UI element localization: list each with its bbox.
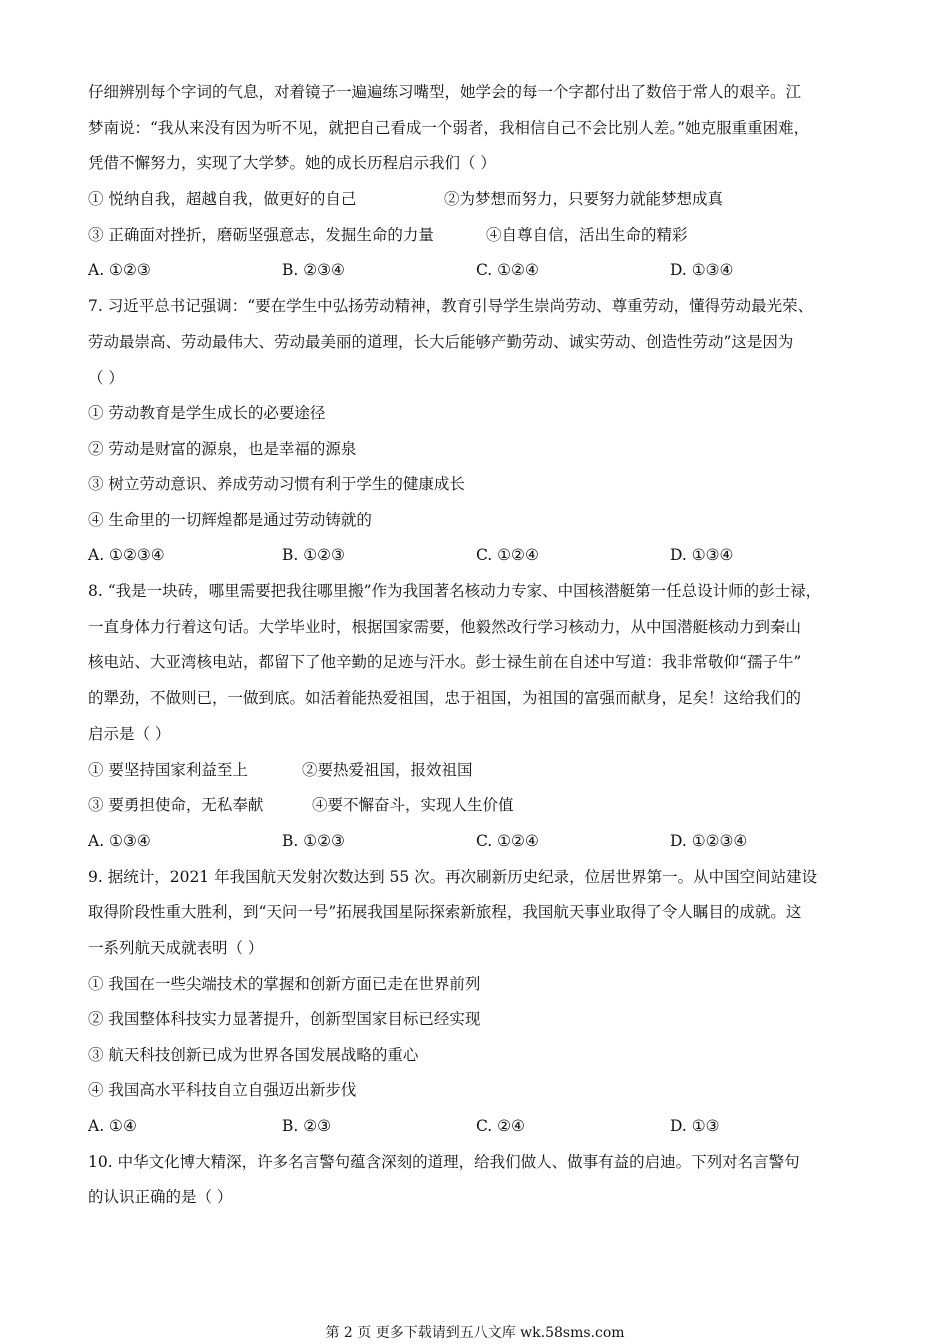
q8-option-d: D. ①②③④: [670, 832, 748, 850]
q6-option-d: D. ①③④: [670, 261, 734, 279]
q8-statement-2: ②要热爱祖国，报效祖国: [302, 761, 473, 779]
q6-option-b: B. ②③④: [282, 261, 345, 279]
q7-statement-3: ③ 树立劳动意识、养成劳动习惯有利于学生的健康成长: [88, 475, 465, 493]
q7-option-c: C. ①②④: [476, 546, 539, 564]
q8-text-line: 启示是（ ）: [88, 725, 171, 743]
q9-option-d: D. ①③: [670, 1117, 720, 1135]
q8-text-line: 核电站、大亚湾核电站，都留下了他辛勤的足迹与汗水。彭士禄生前在自述中写道：我非常敬仰“孺子牛”: [88, 653, 802, 671]
q7-statement-4: ④ 生命里的一切辉煌都是通过劳动铸就的: [88, 511, 372, 529]
q7-text-line: 劳动最崇高、劳动最伟大、劳动最美丽的道理，长大后能够产勤劳动、诚实劳动、创造性劳动”这是因为: [88, 333, 794, 351]
q8-statement-1: ① 要坚持国家利益至上: [88, 761, 248, 779]
q9-option-c: C. ②④: [476, 1117, 525, 1135]
q8-text-line: 的犟劲，不做则已，一做到底。如活着能热爱祖国，忠于祖国，为祖国的富强而献身，足矣！这给我们的: [88, 689, 802, 707]
q6-option-a: A. ①②③: [88, 261, 151, 279]
q8-statement-3: ③ 要勇担使命，无私奉献: [88, 796, 264, 814]
q6-statement-1: ① 悦纳自我，超越自我，做更好的自己: [88, 190, 357, 208]
q8-option-a: A. ①③④: [88, 832, 151, 850]
q9-statement-4: ④ 我国高水平科技自立自强迈出新步伐: [88, 1081, 357, 1099]
q7-option-d: D. ①③④: [670, 546, 734, 564]
q6-option-c: C. ①②④: [476, 261, 539, 279]
q9-statement-1: ① 我国在一些尖端技术的掌握和创新方面已走在世界前列: [88, 975, 481, 993]
q8-text-line: 一直身体力行着这句话。大学毕业时，根据国家需要，他毅然改行学习核动力，从中国潜艇核动力到秦山: [88, 618, 802, 636]
q10-text-line: 的认识正确的是（ ）: [88, 1188, 233, 1206]
q7-statement-2: ② 劳动是财富的源泉，也是幸福的源泉: [88, 440, 357, 458]
page-footer: 第 2 页 更多下载请到五八文库 wk.58sms.com: [325, 1325, 625, 1341]
q6-statement-4: ④自尊自信，活出生命的精彩: [486, 226, 688, 244]
q9-option-b: B. ②③: [282, 1117, 332, 1135]
q7-text-line: （ ）: [88, 369, 124, 387]
q7-statement-1: ① 劳动教育是学生成长的必要途径: [88, 404, 326, 422]
q7-option-a: A. ①②③④: [88, 546, 165, 564]
q8-statement-4: ④要不懈奋斗，实现人生价值: [312, 796, 514, 814]
q9-statement-3: ③ 航天科技创新已成为世界各国发展战略的重心: [88, 1046, 419, 1064]
q9-option-a: A. ①④: [88, 1117, 137, 1135]
q6-text-line: 仔细辨别每个字词的气息，对着镜子一遍遍练习嘴型，她学会的每一个字都付出了数倍于常人的艰辛。江: [88, 83, 802, 101]
q7-option-b: B. ①②③: [282, 546, 345, 564]
q8-option-b: B. ①②③: [282, 832, 345, 850]
q9-statement-2: ② 我国整体科技实力显著提升，创新型国家目标已经实现: [88, 1010, 481, 1028]
q6-statement-2: ②为梦想而努力，只要努力就能梦想成真: [444, 190, 724, 208]
q7-text-line: 7. 习近平总书记强调：“要在学生中弘扬劳动精神，教育引导学生崇尚劳动、尊重劳动，懂得劳动最光荣、: [88, 297, 814, 315]
q6-statement-3: ③ 正确面对挫折，磨砺坚强意志，发掘生命的力量: [88, 226, 434, 244]
q9-text-line: 取得阶段性重大胜利，到“天问一号”拓展我国星际探索新旅程，我国航天事业取得了令人瞩目的成就。这: [88, 903, 802, 921]
q8-option-c: C. ①②④: [476, 832, 539, 850]
q9-text-line: 一系列航天成就表明（ ）: [88, 939, 264, 957]
q9-text-line: 9. 据统计，2021 年我国航天发射次数达到 55 次。再次刷新历史纪录，位居世界第一。从中国空间站建设: [88, 868, 818, 886]
q8-text-line: 8. “我是一块砖，哪里需要把我往哪里搬”作为我国著名核动力专家、中国核潜艇第一任总设计师的彭士禄，: [88, 582, 822, 600]
q6-text-line: 梦南说：“我从来没有因为听不见，就把自己看成一个弱者，我相信自己不会比别人差。”她克服重重困难，: [88, 119, 810, 137]
q6-text-line: 凭借不懈努力，实现了大学梦。她的成长历程启示我们（ ）: [88, 154, 496, 172]
q10-text-line: 10. 中华文化博大精深，许多名言警句蕴含深刻的道理，给我们做人、做事有益的启迪。下列对名言警句: [88, 1153, 800, 1171]
